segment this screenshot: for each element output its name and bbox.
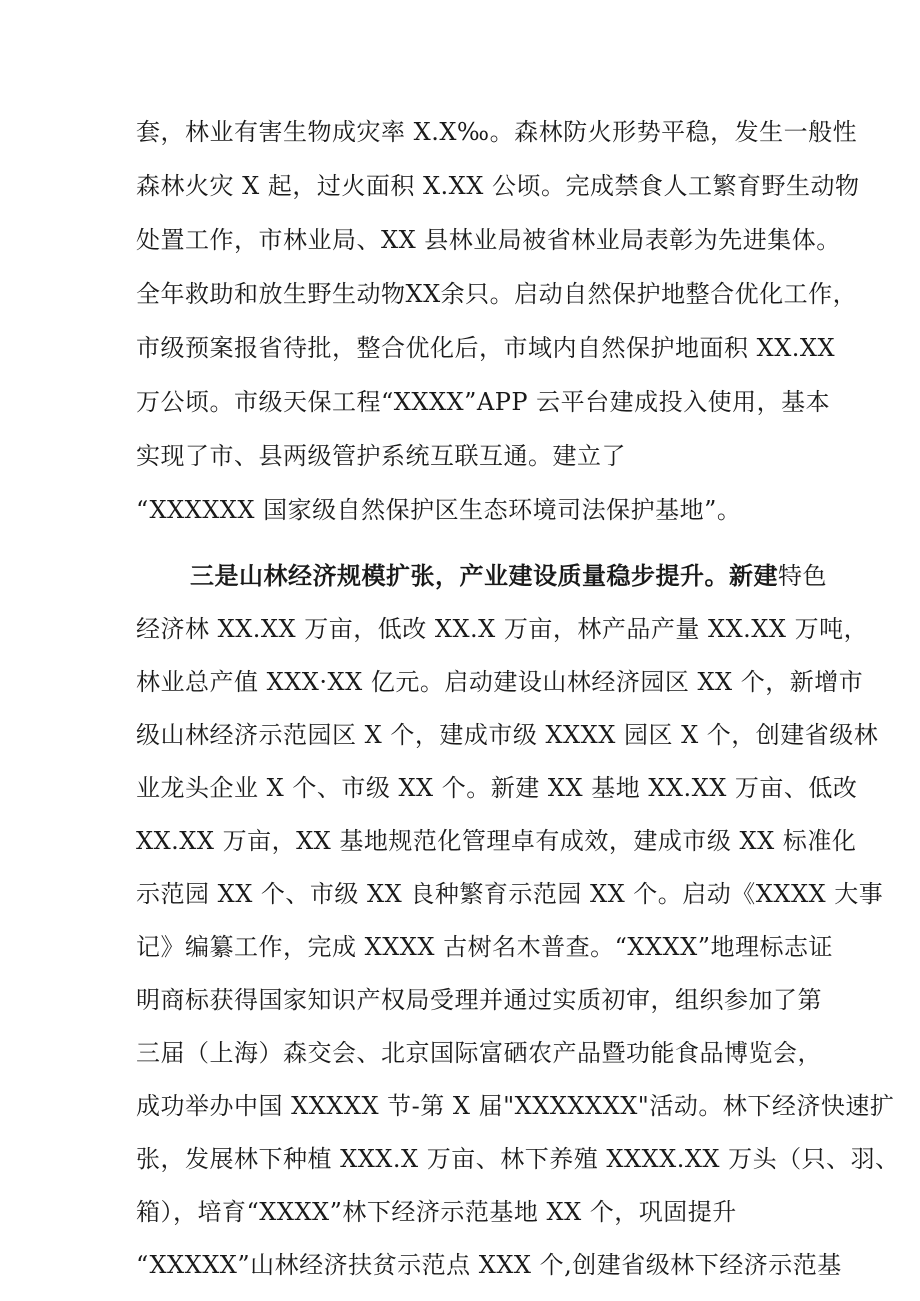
text-line: 全年救助和放生野生动物XX余只。启动自然保护地整合优化工作， [136,280,858,308]
text-line: 万公顷。市级天保工程“XXXX”APP 云平台建成投入使用，基本 [136,388,831,416]
text-line: 三届（上海）森交会、北京国际富硒农产品暨功能食品博览会， [136,1039,822,1067]
text-line: XX.XX 万亩，XX 基地规范化管理卓有成效，建成市级 XX 标准化 [136,827,857,855]
text-line: 市级预案报省待批，整合优化后，市域内自然保护地面积 XX.XX [136,334,836,362]
section-heading: 三是山林经济规模扩张，产业建设质量稳步提升。新建 [190,561,778,590]
text-line: 成功举办中国 XXXXX 节-第 X 届"XXXXXXX"活动。林下经济快速扩 [136,1092,895,1120]
text-line: 级山林经济示范园区 X 个，建成市级 XXXX 园区 X 个，创建省级林 [136,721,879,749]
text-line: 张，发展林下种植 XXX.X 万亩、林下养殖 XXXX.XX 万头（只、羽、 [136,1145,900,1173]
text-span: 特色 [778,562,827,590]
text-line: 明商标获得国家知识产权局受理并通过实质初审，组织参加了第 [136,986,822,1014]
paragraph-first-line [190,552,890,600]
text-line: 业龙头企业 X 个、市级 XX 个。新建 XX 基地 XX.XX 万亩、低改 [136,774,858,802]
text-line: 记》编纂工作，完成 XXXX 古树名木普查。“XXXX”地理标志证 [136,933,833,961]
text-line: 林业总产值 XXX·XX 亿元。启动建设山林经济园区 XX 个，新增市 [136,668,864,696]
text-line: 套，林业有害生物成灾率 X.X‰。森林防火形势平稳，发生一般性 [136,118,858,146]
text-line: 示范园 XX 个、市级 XX 良种繁育示范园 XX 个。启动《XXXX 大事 [136,880,884,908]
text-line: 箱），培育“XXXX”林下经济示范基地 XX 个，巩固提升 [136,1198,737,1226]
text-line: “XXXXXX 国家级自然保护区生态环境司法保护基地”。 [136,496,742,524]
text-line: 经济林 XX.XX 万亩，低改 XX.X 万亩，林产品产量 XX.XX 万吨， [136,615,869,643]
text-line: 处置工作，市林业局、XX 县林业局被省林业局表彰为先进集体。 [136,226,841,254]
text-line: 实现了市、县两级管护系统互联互通。建立了 [136,442,626,470]
text-line: 森林火灾 X 起，过火面积 X.XX 公顷。完成禁食人工繁育野生动物 [136,172,860,200]
text-line: “XXXXX”山林经济扶贫示范点 XXX 个,创建省级林下经济示范基 [136,1251,842,1279]
